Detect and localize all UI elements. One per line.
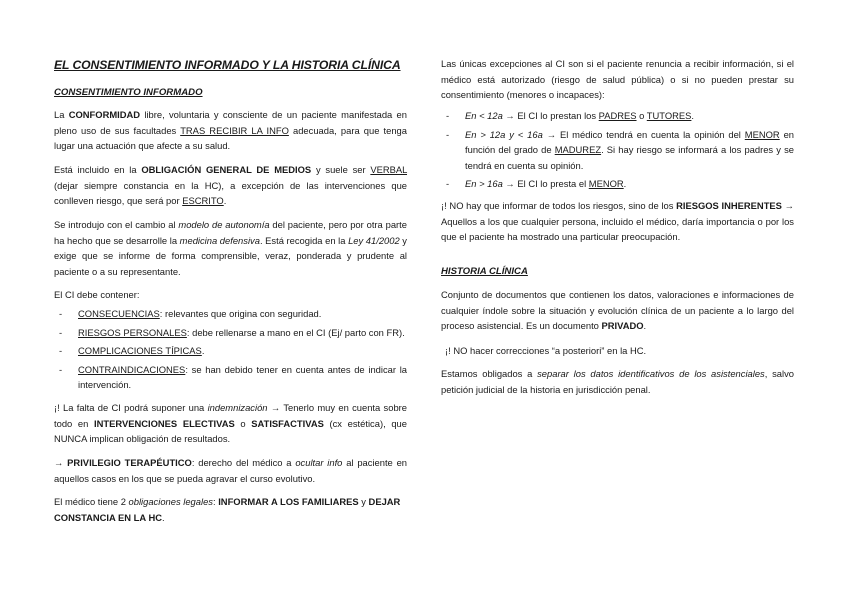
paragraph-autonomy: Se introdujo con el cambio al modelo de autonomía del paciente, pero por otra parte ha hecho que se desarrolle la medicina defensiva. Está recogida en la Ley 41/2002 y exige que se informe de forma comprensible, veraz, ponderada y prudente al paciente o a su representante. <box>54 219 407 277</box>
section-heading-consentimiento: CONSENTIMIENTO INFORMADO <box>54 87 203 98</box>
ci-contents-list <box>54 306 407 393</box>
paragraph-obligation: Está incluido en la OBLIGACIÓN GENERAL DE MEDIOS y suele ser VERBAL (dejar siempre constancia en la HC), a excepción de las intervenciones que conlleven riesgo, que será por ESCRITO. <box>54 164 408 206</box>
paragraph-definition: La CONFORMIDAD libre, voluntaria y consciente de un paciente manifestada en pleno uso de sus facultades TRAS RECIBIR LA INFO adecuada, para que tenga lugar una actuación que afecte a su salud. <box>54 109 407 151</box>
paragraph-ci-contents-intro: El CI debe contener: <box>54 289 140 300</box>
list-item: - CONTRAINDICACIONES: se han debido tener en cuenta antes de indicar la intervención. <box>59 363 407 390</box>
section-heading-historia: HISTORIA CLÍNICA <box>441 266 528 277</box>
paragraph-separate-data: Estamos obligados a separar los datos identificativos de los asistenciales, salvo petición judicial de la historia en jurisdicción penal. <box>441 368 794 395</box>
paragraph-exceptions: Las únicas excepciones al CI son si el paciente renuncia a recibir información, si el médico está autorizado (riesgo de salud pública) o si no pueden prestar su consentimiento (menores o incapaces): <box>441 58 794 100</box>
paragraph-no-corrections: ¡! NO hacer correcciones “a posteriori” en la HC. <box>445 345 647 356</box>
list-item: - RIESGOS PERSONALES: debe rellenarse a mano en el CI (Ej/ parto con FR). <box>59 326 405 338</box>
exceptions-list <box>441 108 794 192</box>
list-item: - En > 16a → El CI lo presta el MENOR. <box>446 178 627 189</box>
list-item: - CONSECUENCIAS: relevantes que origina con seguridad. <box>59 308 322 319</box>
paragraph-therapeutic-privilege: → PRIVILEGIO TERAPÉUTICO: derecho del médico a ocultar info al paciente en aquellos casos en los que se pueda agravar el curso evolutivo. <box>54 457 408 484</box>
list-item: - COMPLICACIONES TÍPICAS. <box>59 345 205 356</box>
paragraph-legal-obligations: El médico tiene 2 obligaciones legales: INFORMAR A LOS FAMILIARES y DEJAR CONSTANCIA EN LA HC. <box>54 496 401 523</box>
paragraph-indemnization: ¡! La falta de CI podrá suponer una indemnización → Tenerlo muy en cuenta sobre todo en INTERVENCIONES ELECTIVAS o SATISFACTIVAS (cx estética), que NUNCA implican obligación de resultados. <box>54 402 407 444</box>
paragraph-historia-definition: Conjunto de documentos que contienen los datos, valoraciones e informaciones de cualquier índole sobre la situación y evolución clínica de un paciente a lo largo del proceso asistencial. Es un documento PRIVADO. <box>441 289 794 331</box>
document-title: EL CONSENTIMIENTO INFORMADO Y LA HISTORIA CLÍNICA <box>54 58 401 72</box>
paragraph-inherent-risks: ¡! NO hay que informar de todos los riesgos, sino de los RIESGOS INHERENTES → Aquellos a los que cualquier persona, incluido el médico, daría importancia o por los que el paciente ha mostrado una particular preocupación. <box>441 200 795 242</box>
list-item: - En < 12a → El CI lo prestan los PADRES o TUTORES. <box>446 110 695 121</box>
list-item: - En > 12a y < 16a → El médico tendrá en cuenta la opinión del MENOR en función del grado de MADUREZ. Si hay riesgo se informará a los padres y se tendrá en cuenta su opinión. <box>446 128 794 171</box>
